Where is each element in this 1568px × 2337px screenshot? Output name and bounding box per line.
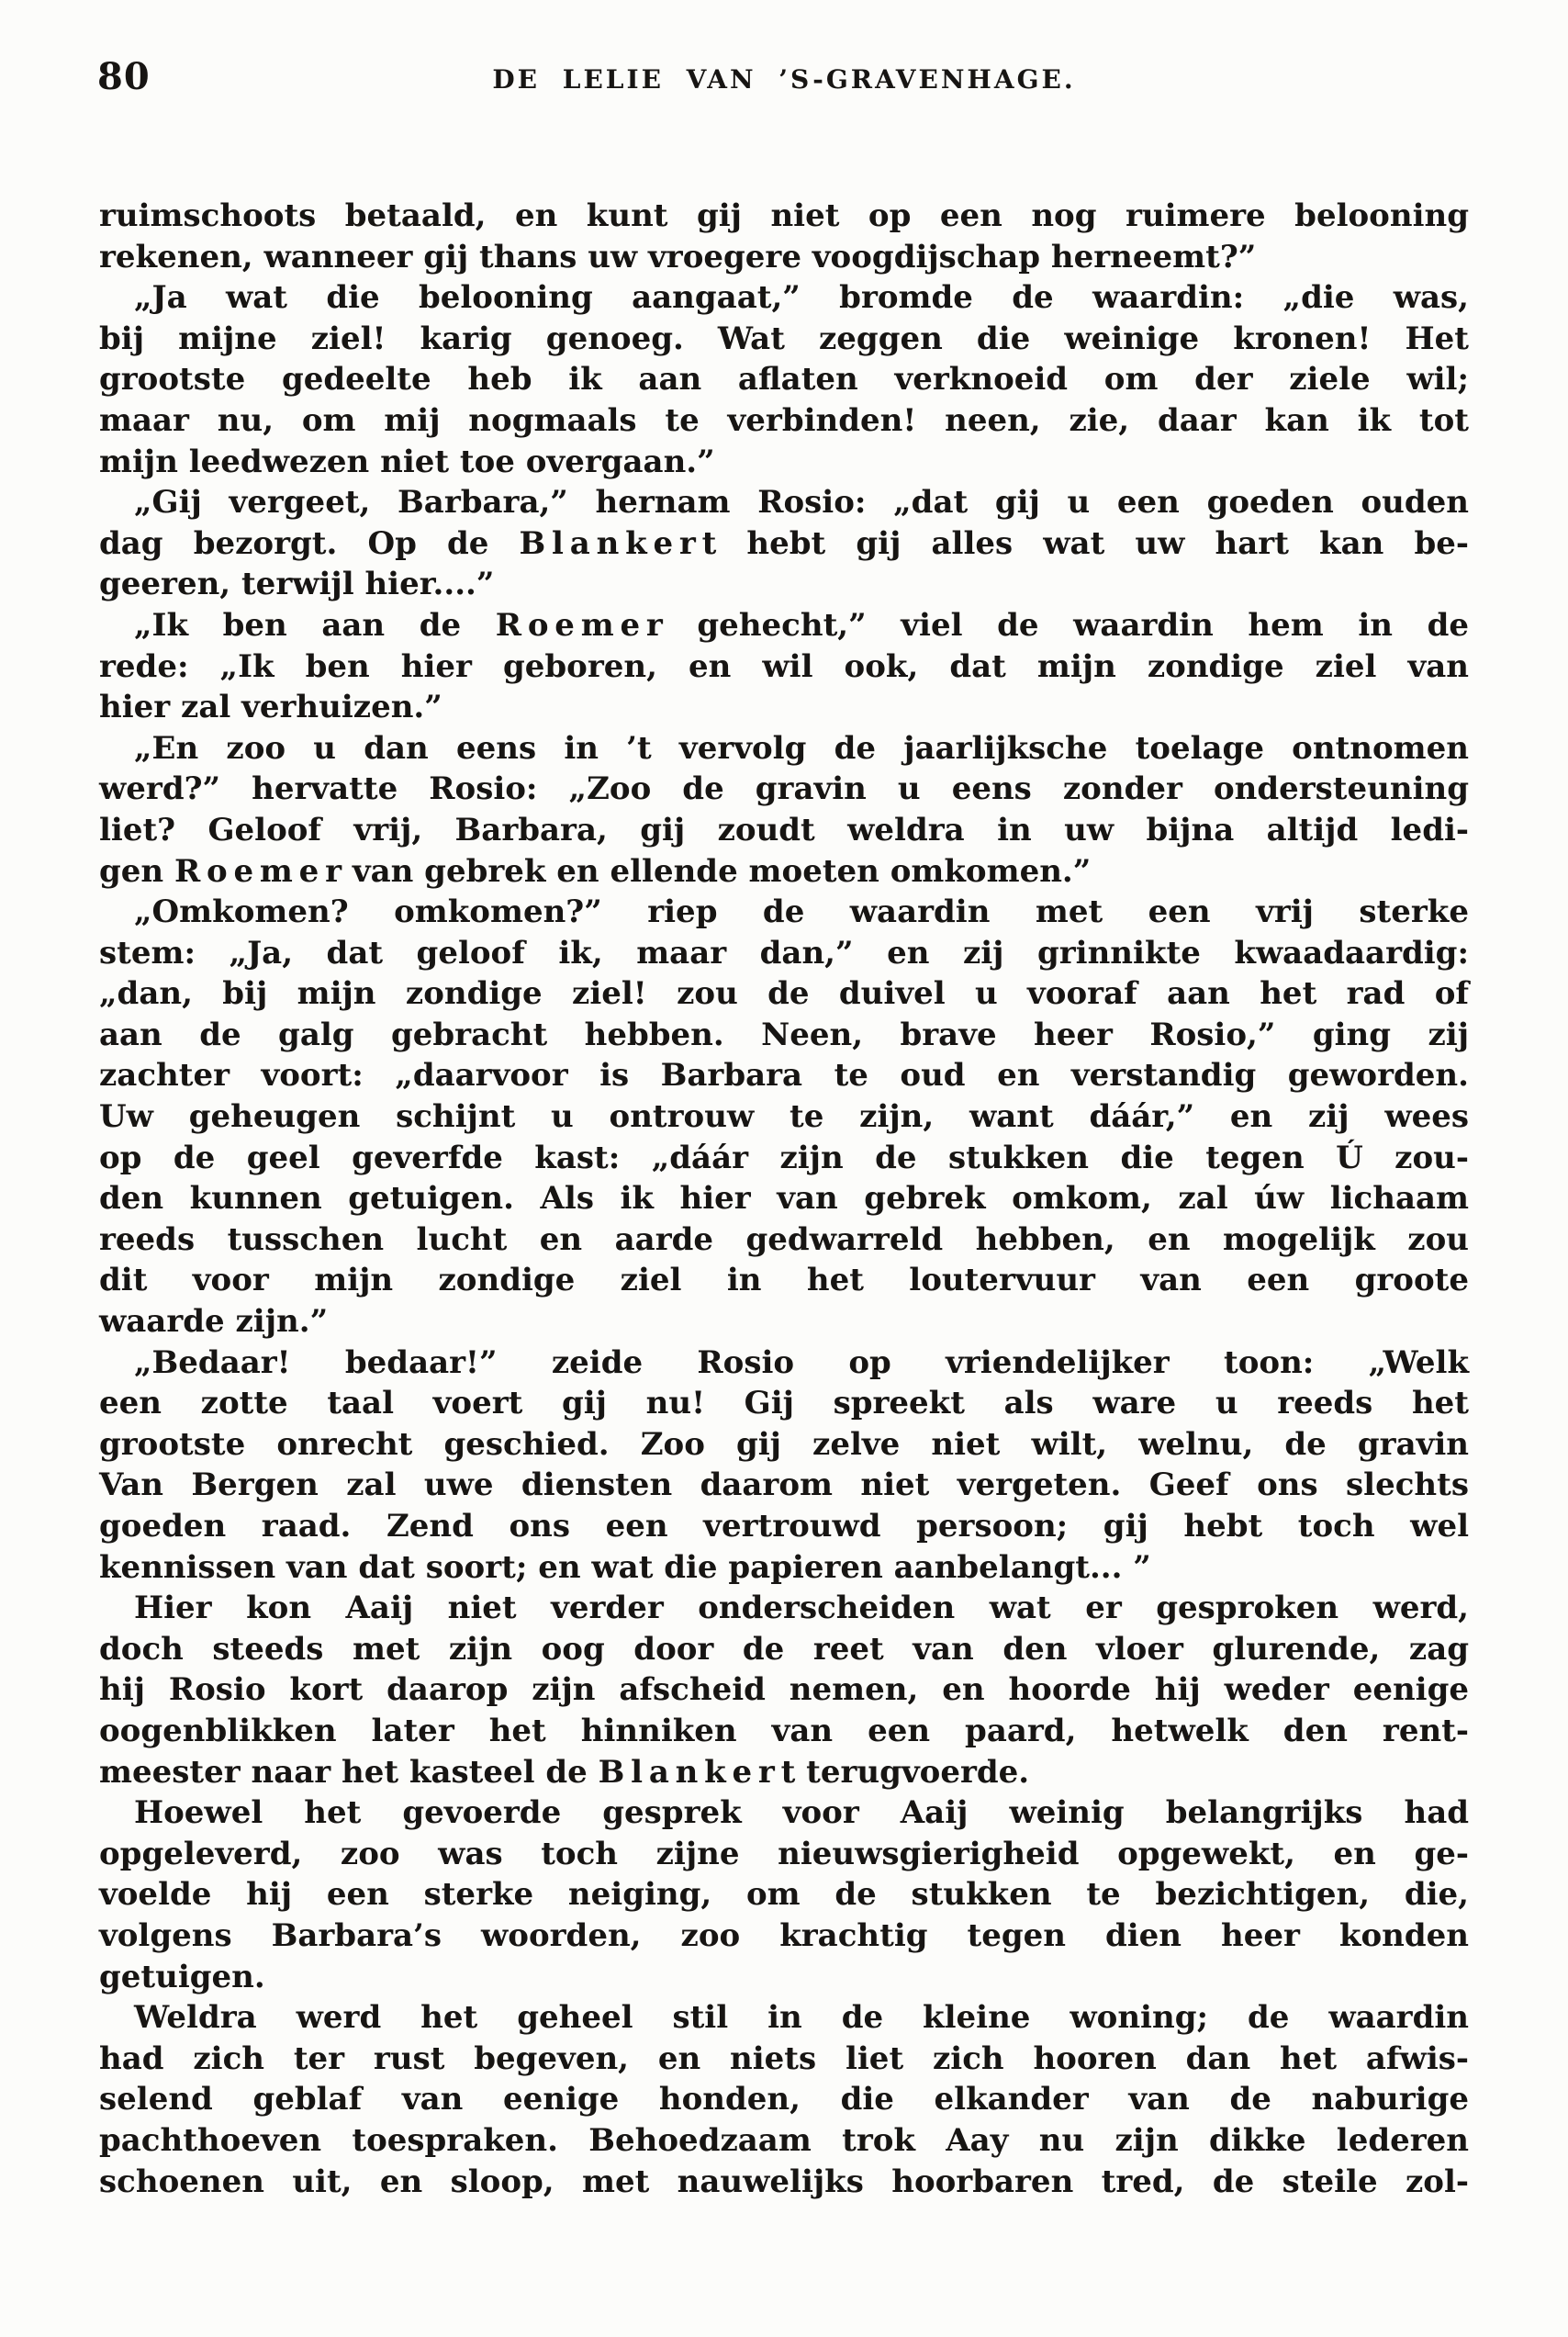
text-line: pachthoeven toespraken. Behoedzaam trok Aay nu zijn dikke lederen (99, 2121, 1469, 2159)
text-line: mijn leedwezen niet toe overgaan.” (99, 443, 715, 480)
text-line: voelde hij een sterke neiging, om de stukken te bezichtigen, die, (99, 1876, 1469, 1914)
text-line: grootste onrecht geschied. Zoo gij zelve niet wilt, welnu, de gravin (99, 1425, 1469, 1463)
text-line: „dan, bij mijn zondige ziel! zou de duivel u vooraf aan het rad of (99, 975, 1469, 1013)
text-line: „Bedaar! bedaar!” zeide Rosio op vriendelijker toon: „Welk (134, 1343, 1469, 1381)
text-line: Weldra werd het geheel stil in de kleine woning; de waardin (134, 1999, 1469, 2037)
paragraph (99, 728, 1469, 892)
text-line: meester naar het kasteel de B l a n k e r t terugvoerde. (99, 1753, 1030, 1791)
paragraph (99, 1343, 1469, 1589)
text-line: schoenen uit, en sloop, met nauwelijks hoorbaren tred, de steile zol- (99, 2163, 1469, 2200)
text-line: op de geel geverfde kast: „dáár zijn de stukken die tegen Ú zou- (99, 1139, 1469, 1176)
text-line: doch steeds met zijn oog door de reet van den vloer glurende, zag (99, 1630, 1469, 1668)
page-number: 80 (97, 55, 151, 98)
text-line: stem: „Ja, dat geloof ik, maar dan,” en zij grinnikte kwaadaardig: (99, 934, 1469, 972)
text-line: grootste gedeelte heb ik aan aflaten verknoeid om der ziele wil; (99, 361, 1469, 399)
text-line: hier zal verhuizen.” (99, 689, 442, 726)
text-line: Van Bergen zal uwe diensten daarom niet vergeten. Geef ons slechts (99, 1466, 1469, 1504)
paragraph (99, 1997, 1469, 2202)
text-line: „Ja wat die belooning aangaat,” bromde de waardin: „die was, (134, 279, 1469, 317)
text-line: rekenen, wanneer gij thans uw vroegere voogdijschap herneemt?” (99, 238, 1257, 275)
text-line: een zotte taal voert gij nu! Gij spreekt als ware u reeds het (99, 1385, 1469, 1422)
text-line: Hoewel het gevoerde gesprek voor Aaij weinig belangrijks had (134, 1794, 1469, 1832)
text-line: Uw geheugen schijnt u ontrouw te zijn, want dáár,” en zij wees (99, 1098, 1469, 1136)
text-line: reeds tusschen lucht en aarde gedwarreld hebben, en mogelijk zou (99, 1220, 1469, 1258)
paragraph (99, 277, 1469, 482)
text-line: liet? Geloof vrij, Barbara, gij zoudt weldra in uw bijna altijd ledi- (99, 811, 1469, 848)
text-line: maar nu, om mij nogmaals te verbinden! neen, zie, daar kan ik tot (99, 401, 1469, 439)
running-title: DE LELIE VAN ’S-GRAVENHAGE. (492, 64, 1076, 95)
paragraph (99, 482, 1469, 605)
text-line: hij Rosio kort daarop zijn afscheid nemen, en hoorde hij weder eenige (99, 1671, 1469, 1709)
text-line: ruimschoots betaald, en kunt gij niet op een nog ruimere belooning (99, 197, 1469, 234)
text-line: geeren, terwijl hier....” (99, 566, 495, 603)
text-line: volgens Barbara’s woorden, zoo krachtig tegen dien heer konden (99, 1916, 1469, 1954)
text-line: „Gij vergeet, Barbara,” hernam Rosio: „dat gij u een goeden ouden (134, 484, 1469, 522)
text-line: getuigen. (99, 1958, 265, 1995)
text-line: den kunnen getuigen. Als ik hier van gebrek omkom, zal úw lichaam (99, 1180, 1469, 1218)
text-line: „Ik ben aan de R o e m e r gehecht,” viel de waardin hem in de (134, 606, 1469, 644)
text-line: opgeleverd, zoo was toch zijne nieuwsgierigheid opgewekt, en ge- (99, 1835, 1469, 1872)
paragraph (99, 605, 1469, 728)
paragraph (99, 1792, 1469, 1997)
text-line: zachter voort: „daarvoor is Barbara te oud en verstandig geworden. (99, 1057, 1469, 1095)
paragraph (99, 1588, 1469, 1792)
text-line: aan de galg gebracht hebben. Neen, brave heer Rosio,” ging zij (99, 1016, 1469, 1053)
text-line: selend geblaf van eenige honden, die elkander van de naburige (99, 2081, 1469, 2118)
paragraph (99, 196, 1469, 277)
text-line: bij mijne ziel! karig genoeg. Wat zeggen die weinige kronen! Het (99, 320, 1469, 357)
text-line: „Omkomen? omkomen?” riep de waardin met een vrij sterke (134, 893, 1469, 931)
text-line: oogenblikken later het hinniken van een paard, hetwelk den rent- (99, 1712, 1469, 1749)
text-line: dit voor mijn zondige ziel in het loutervuur van een groote (99, 1262, 1469, 1299)
text-line: Hier kon Aaij niet verder onderscheiden wat er gesproken werd, (134, 1590, 1469, 1627)
text-line: dag bezorgt. Op de B l a n k e r t hebt gij alles wat uw hart kan be- (99, 524, 1469, 562)
text-line: kennissen van dat soort; en wat die papieren aanbelangt... ” (99, 1548, 1151, 1586)
text-line: „En zoo u dan eens in ’t vervolg de jaarlijksche toelage ontnomen (134, 729, 1469, 767)
text-line: gen R o e m e r van gebrek en ellende moeten omkomen.” (99, 852, 1092, 890)
text-line: rede: „Ik ben hier geboren, en wil ook, dat mijn zondige ziel van (99, 647, 1469, 685)
text-block (99, 196, 1469, 2202)
text-line: goeden raad. Zend ons een vertrouwd persoon; gij hebt toch wel (99, 1508, 1469, 1545)
text-line: had zich ter rust begeven, en niets liet zich hooren dan het afwis- (99, 2039, 1469, 2077)
text-line: waarde zijn.” (99, 1303, 329, 1341)
paragraph (99, 892, 1469, 1343)
text-line: werd?” hervatte Rosio: „Zoo de gravin u eens zonder ondersteuning (99, 770, 1469, 808)
